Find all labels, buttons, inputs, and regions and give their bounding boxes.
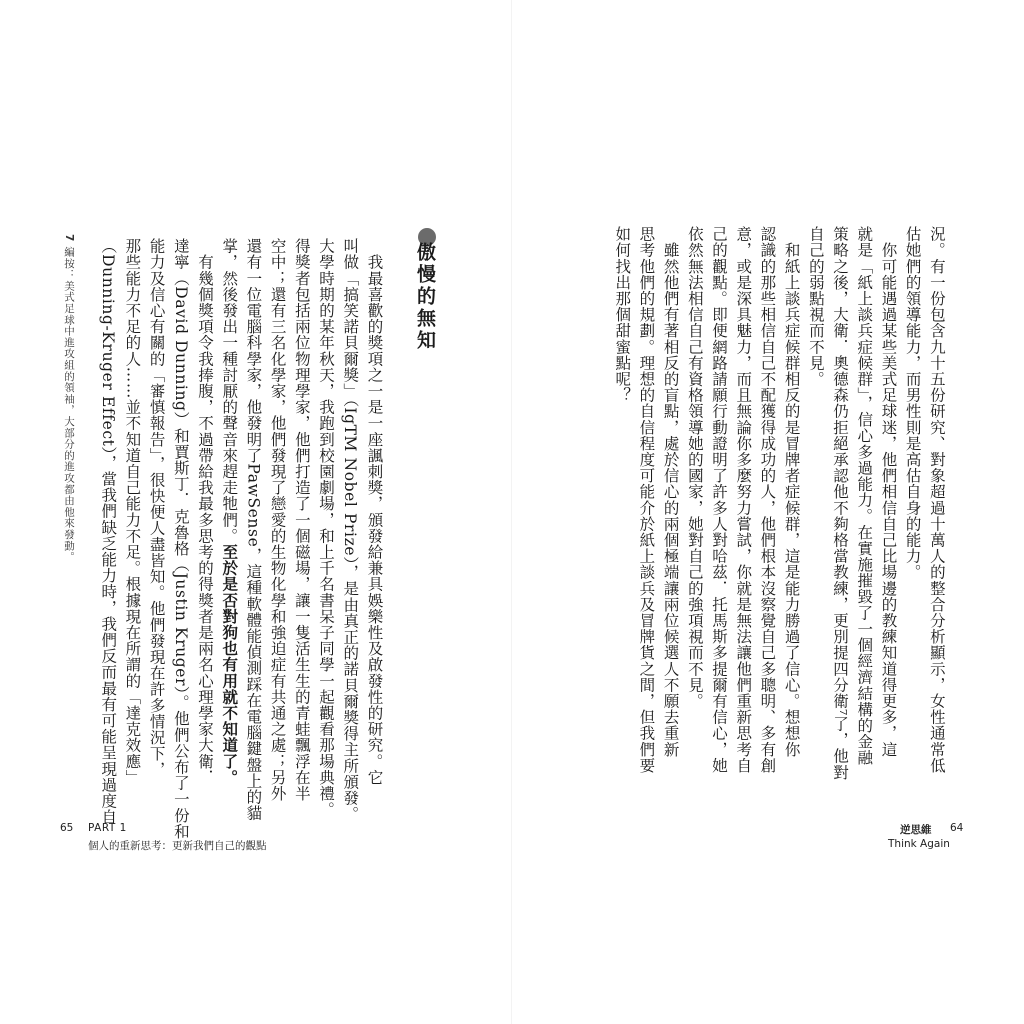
text-line: 你可能遇過某些美式足球迷，他們相信自己比場邊的教練知道得更多，這 [879,226,898,758]
text-line: 大學時期的某年秋天，我跑到校園劇場，和上千名書呆子同學一起觀看那場典禮。 [317,238,336,818]
text-run: 掌，然後發出一種討厭的聲音來趕走牠們。 [220,238,239,544]
text-line: 能力及信心有關的「審慎報告」，很快便人盡皆知。他們發現在許多情況下， [147,238,166,778]
running-subtitle-right: Think Again [888,838,950,850]
text-line: 己的觀點。即便網路請願行動證明了許多人對哈茲．托馬斯多提爾有信心，她 [710,226,729,774]
text-line: （Dunning-Kruger Effect），當我們缺乏能力時，我們反而最有可能呈現過度自 [99,238,118,826]
gutter [511,0,512,1024]
footnote-text: 編按：美式足球中進攻組的領袖，大部分的進攻都由他來發動。 [63,246,75,563]
left-page-body [96,238,386,838]
bold-phrase: 至於是否對狗也有用就不知道了。 [220,543,240,786]
text-line: 和紙上談兵症候群相反的是冒牌者症候群，這是能力勝過了信心。想想你 [782,226,801,758]
right-page-body [610,226,949,846]
text-line: 還有一位電腦科學家，他發明了PawSense，這種軟體能偵測踩在電腦鍵盤上的貓 [244,238,263,822]
text-line: 認識的那些相信自己不配獲得成功的人，他們根本沒察覺自己多聰明、多有創 [758,226,777,774]
text-line: 策略之後，大衛．奧德森仍拒絕承認他不夠格當教練，更別提四分衛⁷了，他對 [831,226,850,781]
text-line: 依然無法相信自己有資格領導她的國家，她對自己的強項視而不見。 [685,226,704,709]
page-number-right: 64 [950,822,964,834]
text-line: 估她們的領導能力，而男性則是高估自身的能力。 [903,226,922,581]
text-line: 如何找出那個甜蜜點呢？ [613,226,632,404]
text-line: 就是「紙上談兵症候群」，信心多過能力。在實施摧毀了一個經濟結構的金融 [855,226,874,766]
text-line: 那些能力不足的人……並不知道自己能力不足。根據現在所謂的「達克效應」 [123,238,142,786]
text-line: 雖然他們有著相反的盲點，處於信心的兩個極端讓兩位候選人不願去重新 [661,226,680,758]
footnote-number: 7 [63,234,75,243]
page-number-left: 65 [60,822,74,834]
text-line: 我最喜歡的獎項之一是一座諷刺獎，頒發給兼具娛樂性及啟發性的研究。它 [365,238,384,786]
running-title: 逆思維 [900,824,932,836]
text-line: 況。有一份包含九十五份研究、對象超過十萬人的整合分析顯示，女性通常低 [927,226,946,774]
text-line: 叫做「搞笑諾貝爾獎」（IgTM Nobel Prize），是由真正的諾貝爾獎得主所頒發。 [341,238,360,823]
section-heading: 傲慢的無知 [414,242,436,352]
text-line: 達寧（David Dunning）和賈斯丁．克魯格（Justin Kruger）。他們公布了一份和 [171,238,190,840]
running-part: PART 1 [88,822,127,834]
text-line: 意，或是深具魅力，而且無論你多麼努力嘗試，你就是無法讓他們重新思考自 [734,226,753,774]
text-line: 空中；還有三名化學家，他們發現了戀愛的生物化學和強迫症有共通之處；另外 [268,238,287,802]
footnote [62,234,77,563]
text-line: 有幾個獎項令我捧腹，不過帶給我最多思考的得獎者是兩名心理學家大衛． [196,238,215,786]
text-line: 得獎者包括兩位物理學家，他們打造了一個磁場，讓一隻活生生的青蛙飄浮在半 [292,238,311,802]
text-line: 自己的弱點視而不見。 [806,226,825,387]
text-line [217,238,241,838]
text-line: 思考他們的規劃。理想的自信程度可能介於紙上談兵及冒牌貨之間，但我們要 [637,226,656,774]
running-subtitle-left: 個人的重新思考：更新我們自己的觀點 [88,840,267,852]
